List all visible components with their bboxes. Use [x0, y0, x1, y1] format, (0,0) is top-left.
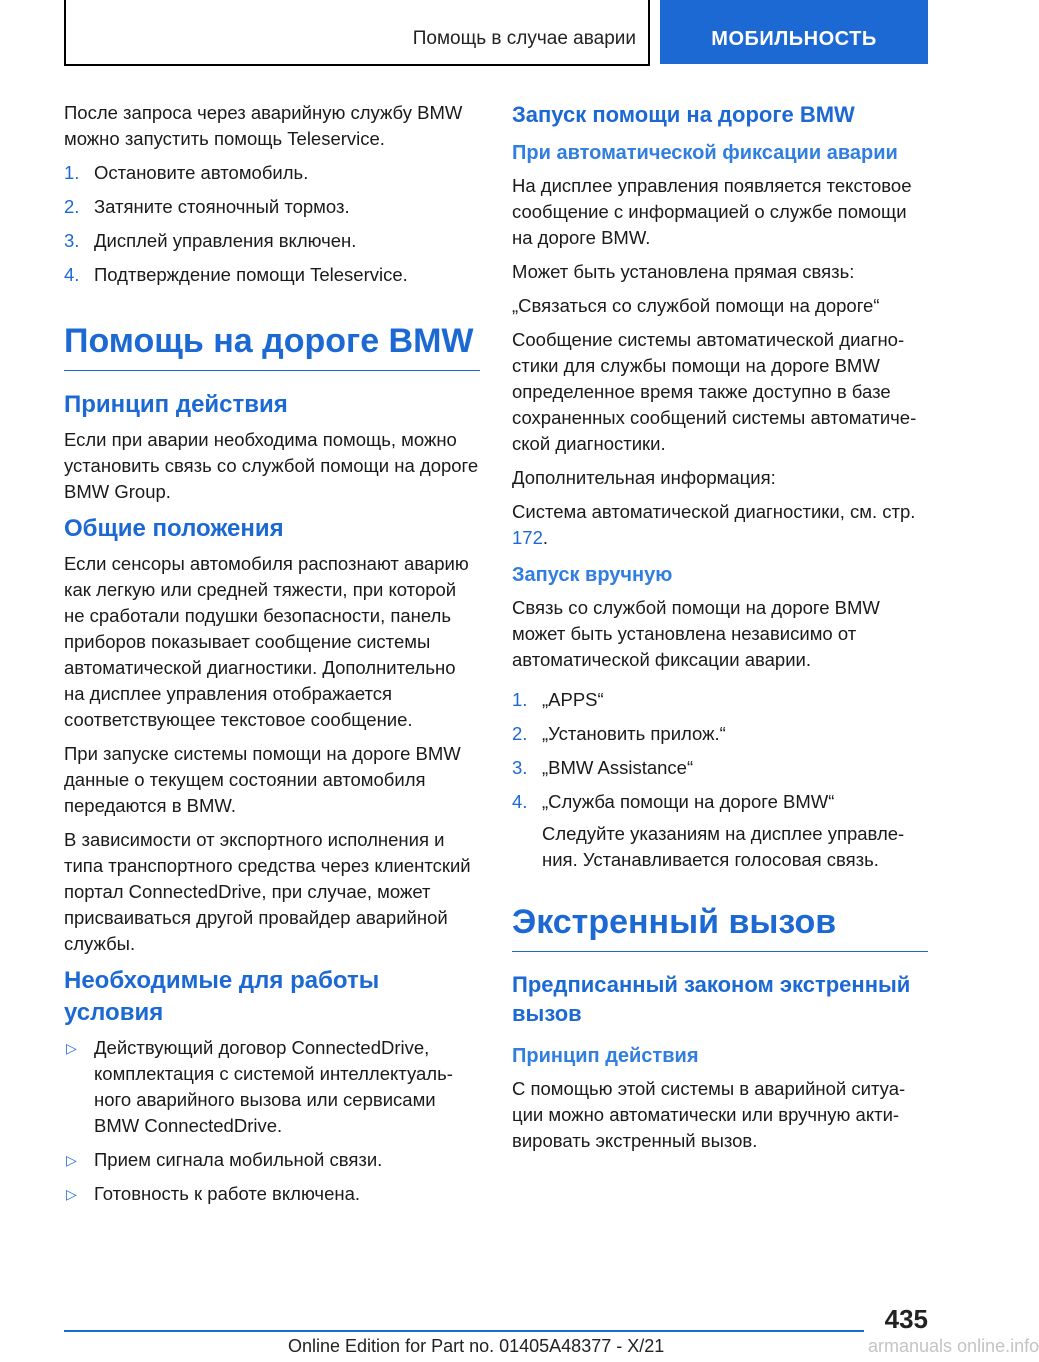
- step-text: „BMW Assistance“: [542, 757, 694, 778]
- page-reference-link[interactable]: 172: [512, 527, 543, 548]
- list-item: [512, 687, 928, 713]
- condition-text: Прием сигнала мобильной связи.: [94, 1149, 383, 1170]
- principle-paragraph: Если при аварии необходима помощь, можно установить связь со службой помощи на дороге BMW Group.: [64, 429, 479, 502]
- condition-text: Действующий договор ConnectedDrive, комплектация с системой интеллектуального аварийного вызова или сервисами BMW ConnectedDrive.: [94, 1037, 453, 1136]
- step-note: Следуйте указаниям на дисплее управления. Устанавливается голосовая связь.: [542, 823, 905, 870]
- triangle-bullet-icon: ▷: [66, 1152, 77, 1168]
- emergency-call-heading: Экстренный вызов: [512, 901, 928, 952]
- conditions-list: [64, 1035, 480, 1207]
- watermark-text: armanuals online.info: [868, 1336, 1039, 1356]
- edition-text: Online Edition for Part no. 01405A48377 - X/21: [288, 1336, 665, 1356]
- manual-steps: [512, 687, 928, 873]
- list-item: [64, 194, 480, 220]
- step-number: 2.: [64, 196, 80, 217]
- auto-detection-heading: При автоматической фиксации аварии: [512, 142, 898, 164]
- footer-divider: [64, 1330, 864, 1332]
- step-number: 4.: [512, 791, 528, 812]
- teleservice-steps: [64, 160, 480, 288]
- header-chapter-tab[interactable]: МОБИЛЬНОСТЬ: [660, 0, 928, 64]
- step-number: 3.: [64, 230, 80, 251]
- list-item: [64, 1035, 480, 1139]
- auto-paragraph-5: Дополнительная информация:: [512, 467, 776, 488]
- step-text: „APPS“: [542, 689, 604, 710]
- list-item: [512, 721, 928, 747]
- principle-heading: Принцип действия: [64, 391, 288, 418]
- header-section-box: [64, 0, 650, 66]
- manual-heading: Запуск вручную: [512, 564, 673, 586]
- manual-paragraph: Связь со службой помощи на дороге BMW может быть установлена независимо от автоматической фиксации аварии.: [512, 597, 880, 670]
- step-text: Подтверждение помощи Teleservice.: [94, 264, 408, 285]
- step-text: Затяните стояночный тормоз.: [94, 196, 350, 217]
- emergency-principle-paragraph: С помощью этой системы в аварийной ситуации можно автоматически или вручную активировать экстренный вызов.: [512, 1078, 906, 1151]
- list-item: [512, 755, 928, 781]
- list-item: [64, 228, 480, 254]
- step-number: 1.: [64, 162, 80, 183]
- step-number: 4.: [64, 264, 80, 285]
- triangle-bullet-icon: ▷: [66, 1040, 77, 1056]
- auto-paragraph-2: Может быть установлена прямая связь:: [512, 261, 855, 282]
- list-item: [64, 160, 480, 186]
- step-text: Дисплей управления включен.: [94, 230, 357, 251]
- reference-suffix: .: [542, 527, 549, 548]
- emergency-principle-heading: Принцип действия: [512, 1045, 699, 1067]
- list-item: [64, 262, 480, 288]
- triangle-bullet-icon: ▷: [66, 1186, 77, 1202]
- general-paragraph-3: В зависимости от экспортного исполнения и типа транспортного средства через клиентский портал ConnectedDrive, при случае, может присваиваться другой провайдер аварийной службы.: [64, 829, 471, 954]
- page-footer: [64, 1296, 1039, 1358]
- general-paragraph-2: При запуске системы помощи на дороге BMW данные о текущем состоянии автомобиля передаются в BMW.: [64, 743, 461, 816]
- conditions-heading: Необходимые для работы условия: [64, 967, 380, 1026]
- page-number: 435: [884, 1304, 928, 1334]
- reference-text: Система автоматической диагностики, см. стр.: [512, 501, 916, 522]
- left-column: [64, 100, 480, 1215]
- launch-heading: Запуск помощи на дороге BMW: [512, 102, 855, 127]
- step-number: 2.: [512, 723, 528, 744]
- intro-paragraph: После запроса через аварийную службу BMW можно запустить помощь Teleservice.: [64, 102, 463, 149]
- auto-paragraph-3: „Связаться со службой помощи на дороге“: [512, 295, 880, 316]
- step-text: „Установить прилож.“: [542, 723, 726, 744]
- header-section-title: Помощь в случае аварии: [412, 28, 636, 49]
- list-item: [64, 1147, 480, 1173]
- step-text: „Служба помощи на дороге BMW“: [542, 791, 835, 812]
- roadside-assistance-heading: Помощь на дороге BMW: [64, 320, 480, 371]
- step-number: 3.: [512, 757, 528, 778]
- condition-text: Готовность к работе включена.: [94, 1183, 361, 1204]
- list-item: [512, 789, 928, 873]
- list-item: [64, 1181, 480, 1207]
- step-text: Остановите автомобиль.: [94, 162, 309, 183]
- step-number: 1.: [512, 689, 528, 710]
- general-paragraph-1: Если сенсоры автомобиля распознают аварию как легкую или средней тяжести, при которой не сработали подушки безопасности, панель приборов показывает сообщение системы автоматической диагностики. Дополнительно на дисплее управления отображается соответствующее текстовое сообщение.: [64, 553, 469, 730]
- general-heading: Общие положения: [64, 515, 284, 542]
- page-header: [64, 0, 928, 66]
- legal-emergency-heading: Предписанный законом экстренный вызов: [512, 972, 911, 1026]
- right-column: [512, 100, 928, 1162]
- auto-paragraph-1: На дисплее управления появляется текстовое сообщение с информацией о службе помощи на дороге BMW.: [512, 175, 912, 248]
- auto-paragraph-4: Сообщение системы автоматической диагностики для службы помощи на дороге BMW определенное время также доступно в базе сохраненных сообщений системы автоматической диагностики.: [512, 329, 917, 454]
- auto-paragraph-6: [512, 499, 928, 551]
